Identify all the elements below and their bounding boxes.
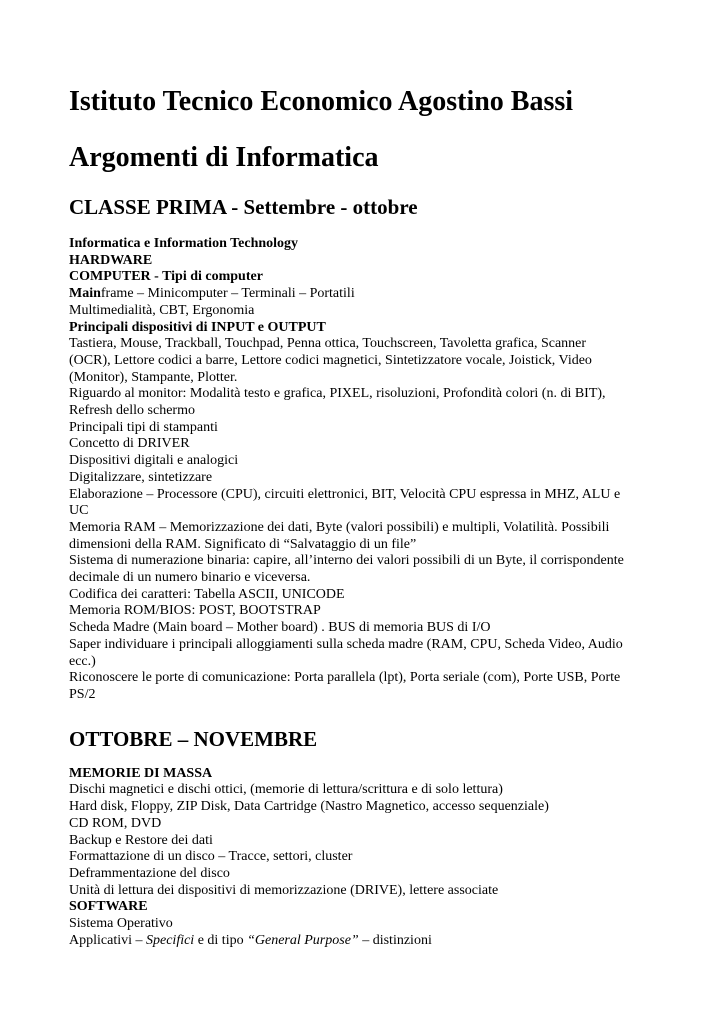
text-line: ecc.) bbox=[69, 653, 96, 669]
text-line: COMPUTER - Tipi di computer bbox=[69, 269, 263, 285]
text-line bbox=[69, 286, 659, 303]
text-span-italic: Specifici bbox=[146, 932, 195, 948]
text-line: HARDWARE bbox=[69, 252, 153, 268]
document-title: Istituto Tecnico Economico Agostino Bassi bbox=[69, 86, 574, 117]
text-span: Applicativi – bbox=[69, 932, 146, 948]
text-line: Dispositivi digitali e analogici bbox=[69, 453, 239, 469]
document-subtitle: Argomenti di Informatica bbox=[69, 142, 379, 173]
section-body-ottobre-novembre bbox=[69, 766, 659, 933]
text-span: e di tipo bbox=[194, 932, 248, 948]
text-line: Saper individuare i principali alloggiamenti sulla scheda madre (RAM, CPU, Scheda Video, Audio bbox=[69, 636, 623, 652]
text-line: Memoria ROM/BIOS: POST, BOOTSTRAP bbox=[69, 603, 321, 619]
text-line: Unità di lettura dei dispositivi di memorizzazione (DRIVE), lettere associate bbox=[69, 882, 499, 898]
text-line: Concetto di DRIVER bbox=[69, 436, 190, 452]
text-line: Dischi magnetici e dischi ottici, (memorie di lettura/scrittura e di solo lettura) bbox=[69, 782, 503, 798]
text-line: Sistema di numerazione binaria: capire, all’interno dei valori possibili di un Byte, il corrispondente bbox=[69, 553, 624, 569]
text-line: Formattazione di un disco – Tracce, settori, cluster bbox=[69, 849, 353, 865]
text-line: Elaborazione – Processore (CPU), circuiti elettronici, BIT, Velocità CPU espressa in MHZ, ALU e bbox=[69, 486, 621, 502]
text-line: Riconoscere le porte di comunicazione: Porta parallela (lpt), Porta seriale (com), Porte USB, Porte bbox=[69, 670, 621, 686]
text-line: decimale di un numero binario e viceversa. bbox=[69, 570, 311, 586]
text-line: Principali tipi di stampanti bbox=[69, 419, 218, 435]
text-span: frame – Minicomputer – Terminali – Portatili bbox=[100, 286, 355, 302]
text-line: UC bbox=[69, 503, 89, 519]
text-line: Riguardo al monitor: Modalità testo e grafica, PIXEL, risoluzioni, Profondità colori (n. di BIT), bbox=[69, 386, 606, 402]
text-line: PS/2 bbox=[69, 686, 96, 702]
section-body-classe-prima bbox=[69, 236, 659, 704]
text-line: dimensioni della RAM. Significato di “Salvataggio di un file” bbox=[69, 536, 417, 552]
text-line: Refresh dello schermo bbox=[69, 403, 195, 419]
section-heading-ottobre-novembre: OTTOBRE – NOVEMBRE bbox=[69, 726, 318, 751]
text-span: – distinzioni bbox=[358, 932, 432, 948]
text-line: SOFTWARE bbox=[69, 899, 148, 915]
text-line: Memoria RAM – Memorizzazione dei dati, Byte (valori possibili) e multipli, Volatilità. Possibili bbox=[69, 519, 610, 535]
text-span-bold: Main bbox=[69, 286, 101, 302]
text-line: Scheda Madre (Main board – Mother board) . BUS di memoria BUS di I/O bbox=[69, 620, 491, 636]
text-line: Hard disk, Floppy, ZIP Disk, Data Cartridge (Nastro Magnetico, accesso sequenziale) bbox=[69, 799, 549, 815]
text-line: Informatica e Information Technology bbox=[69, 236, 299, 251]
text-line: Principali dispositivi di INPUT e OUTPUT bbox=[69, 319, 326, 335]
section-heading-classe-prima: CLASSE PRIMA - Settembre - ottobre bbox=[69, 195, 418, 219]
text-line: (OCR), Lettore codici a barre, Lettore codici magnetici, Sintetizzatore vocale, Joistick, Video bbox=[69, 352, 592, 368]
text-line: Digitalizzare, sintetizzare bbox=[69, 469, 213, 485]
document-page bbox=[69, 84, 659, 949]
text-line: Codifica dei caratteri: Tabella ASCII, UNICODE bbox=[69, 586, 345, 602]
text-line: Tastiera, Mouse, Trackball, Touchpad, Penna ottica, Touchscreen, Tavoletta grafica, Scanner bbox=[69, 336, 587, 352]
text-line: Sistema Operativo bbox=[69, 916, 173, 932]
text-span-italic: “General Purpose” bbox=[247, 932, 359, 948]
text-line: CD ROM, DVD bbox=[69, 815, 162, 831]
text-line: Backup e Restore dei dati bbox=[69, 832, 213, 848]
text-line: (Monitor), Stampante, Plotter. bbox=[69, 369, 238, 385]
text-line: Multimedialità, CBT, Ergonomia bbox=[69, 302, 255, 318]
text-line: MEMORIE DI MASSA bbox=[69, 765, 213, 781]
text-line: Deframmentazione del disco bbox=[69, 865, 230, 881]
text-line-applicativi bbox=[69, 933, 659, 950]
